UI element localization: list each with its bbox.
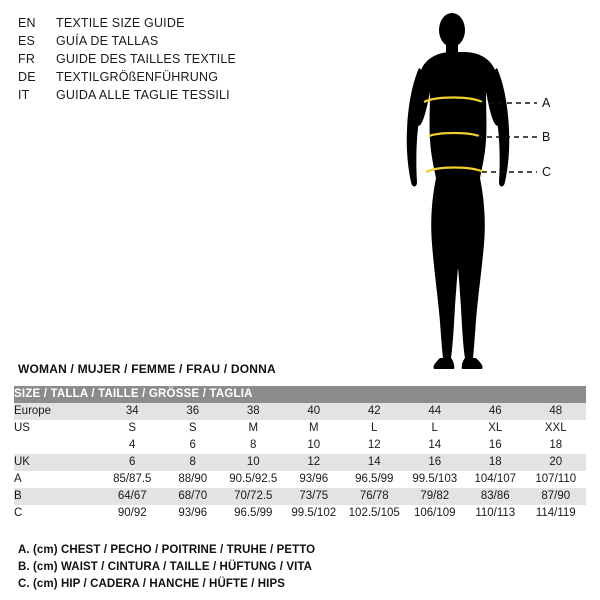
cell: 107/110 bbox=[526, 471, 587, 488]
cell: 93/96 bbox=[163, 505, 224, 522]
cell: 44 bbox=[405, 403, 466, 420]
cell: 34 bbox=[102, 403, 163, 420]
cell: 96.5/99 bbox=[223, 505, 284, 522]
cell: 104/107 bbox=[465, 471, 526, 488]
cell: S bbox=[163, 420, 224, 437]
cell: 10 bbox=[284, 437, 345, 454]
size-table bbox=[14, 386, 586, 522]
cell: 8 bbox=[223, 437, 284, 454]
table-row bbox=[14, 505, 586, 522]
language-title: TEXTILE SIZE GUIDE bbox=[56, 16, 185, 30]
cell: 4 bbox=[102, 437, 163, 454]
cell: 90.5/92.5 bbox=[223, 471, 284, 488]
language-code: IT bbox=[18, 88, 30, 102]
cell: 99.5/102 bbox=[284, 505, 345, 522]
cell: S bbox=[102, 420, 163, 437]
cell: XL bbox=[465, 420, 526, 437]
female-silhouette-icon bbox=[374, 6, 594, 378]
cell: 12 bbox=[344, 437, 405, 454]
cell: 10 bbox=[223, 454, 284, 471]
hip-marker-label: C bbox=[542, 165, 552, 179]
table-row bbox=[14, 488, 586, 505]
language-title: GUÍA DE TALLAS bbox=[56, 34, 159, 48]
language-row bbox=[18, 68, 318, 86]
cell: 8 bbox=[163, 454, 224, 471]
table-row bbox=[14, 454, 586, 471]
cell: 18 bbox=[526, 437, 587, 454]
table-row bbox=[14, 437, 586, 454]
cell: 18 bbox=[465, 454, 526, 471]
cell: 38 bbox=[223, 403, 284, 420]
language-row bbox=[18, 50, 318, 68]
row-label: A bbox=[14, 471, 102, 488]
cell: 73/75 bbox=[284, 488, 345, 505]
measurement-notes bbox=[18, 542, 578, 593]
cell: XXL bbox=[526, 420, 587, 437]
cell: 88/90 bbox=[163, 471, 224, 488]
cell: 42 bbox=[344, 403, 405, 420]
table-header-label: SIZE / TALLA / TAILLE / GRÖSSE / TAGLIA bbox=[14, 386, 586, 403]
cell: 99.5/103 bbox=[405, 471, 466, 488]
note-hip: C. (cm) HIP / CADERA / HANCHE / HÜFTE / HIPS bbox=[18, 578, 286, 590]
cell: 93/96 bbox=[284, 471, 345, 488]
cell: 114/119 bbox=[526, 505, 587, 522]
cell: 12 bbox=[284, 454, 345, 471]
language-code: DE bbox=[18, 70, 36, 84]
cell: 6 bbox=[163, 437, 224, 454]
cell: 68/70 bbox=[163, 488, 224, 505]
cell: 96.5/99 bbox=[344, 471, 405, 488]
language-row bbox=[18, 14, 318, 32]
cell: 83/86 bbox=[465, 488, 526, 505]
cell: M bbox=[284, 420, 345, 437]
cell: 40 bbox=[284, 403, 345, 420]
cell: 90/92 bbox=[102, 505, 163, 522]
cell: 20 bbox=[526, 454, 587, 471]
note-waist: B. (cm) WAIST / CINTURA / TAILLE / HÜFTUNG / VITA bbox=[18, 561, 313, 573]
cell: 106/109 bbox=[405, 505, 466, 522]
cell: 85/87.5 bbox=[102, 471, 163, 488]
language-code: FR bbox=[18, 52, 36, 66]
cell: 36 bbox=[163, 403, 224, 420]
language-row bbox=[18, 86, 318, 104]
cell: 76/78 bbox=[344, 488, 405, 505]
cell: 64/67 bbox=[102, 488, 163, 505]
cell: 16 bbox=[465, 437, 526, 454]
language-list bbox=[18, 14, 318, 104]
cell: 46 bbox=[465, 403, 526, 420]
cell: 70/72.5 bbox=[223, 488, 284, 505]
table-row bbox=[14, 471, 586, 488]
row-label: Europe bbox=[14, 403, 102, 420]
cell: 14 bbox=[405, 437, 466, 454]
cell: 48 bbox=[526, 403, 587, 420]
language-code: EN bbox=[18, 16, 36, 30]
table-row bbox=[14, 420, 586, 437]
note-chest: A. (cm) CHEST / PECHO / POITRINE / TRUHE / PETTO bbox=[18, 544, 316, 556]
language-row bbox=[18, 32, 318, 50]
cell: 102.5/105 bbox=[344, 505, 405, 522]
cell: 87/90 bbox=[526, 488, 587, 505]
cell: L bbox=[344, 420, 405, 437]
table-header-row bbox=[14, 386, 586, 403]
row-label bbox=[14, 437, 102, 454]
row-label: US bbox=[14, 420, 102, 437]
table-row bbox=[14, 403, 586, 420]
section-title: WOMAN / MUJER / FEMME / FRAU / DONNA bbox=[18, 362, 276, 376]
cell: 16 bbox=[405, 454, 466, 471]
cell: 110/113 bbox=[465, 505, 526, 522]
row-label: B bbox=[14, 488, 102, 505]
row-label: C bbox=[14, 505, 102, 522]
cell: M bbox=[223, 420, 284, 437]
row-label: UK bbox=[14, 454, 102, 471]
waist-marker-label: B bbox=[542, 130, 551, 144]
cell: 79/82 bbox=[405, 488, 466, 505]
cell: L bbox=[405, 420, 466, 437]
cell: 14 bbox=[344, 454, 405, 471]
language-code: ES bbox=[18, 34, 36, 48]
cell: 6 bbox=[102, 454, 163, 471]
chest-marker-label: A bbox=[542, 96, 551, 110]
language-title: TEXTILGRÖßENFÜHRUNG bbox=[56, 70, 219, 84]
language-title: GUIDA ALLE TAGLIE TESSILI bbox=[56, 88, 230, 102]
female-body-figure bbox=[374, 6, 594, 378]
language-title: GUIDE DES TAILLES TEXTILE bbox=[56, 52, 237, 66]
